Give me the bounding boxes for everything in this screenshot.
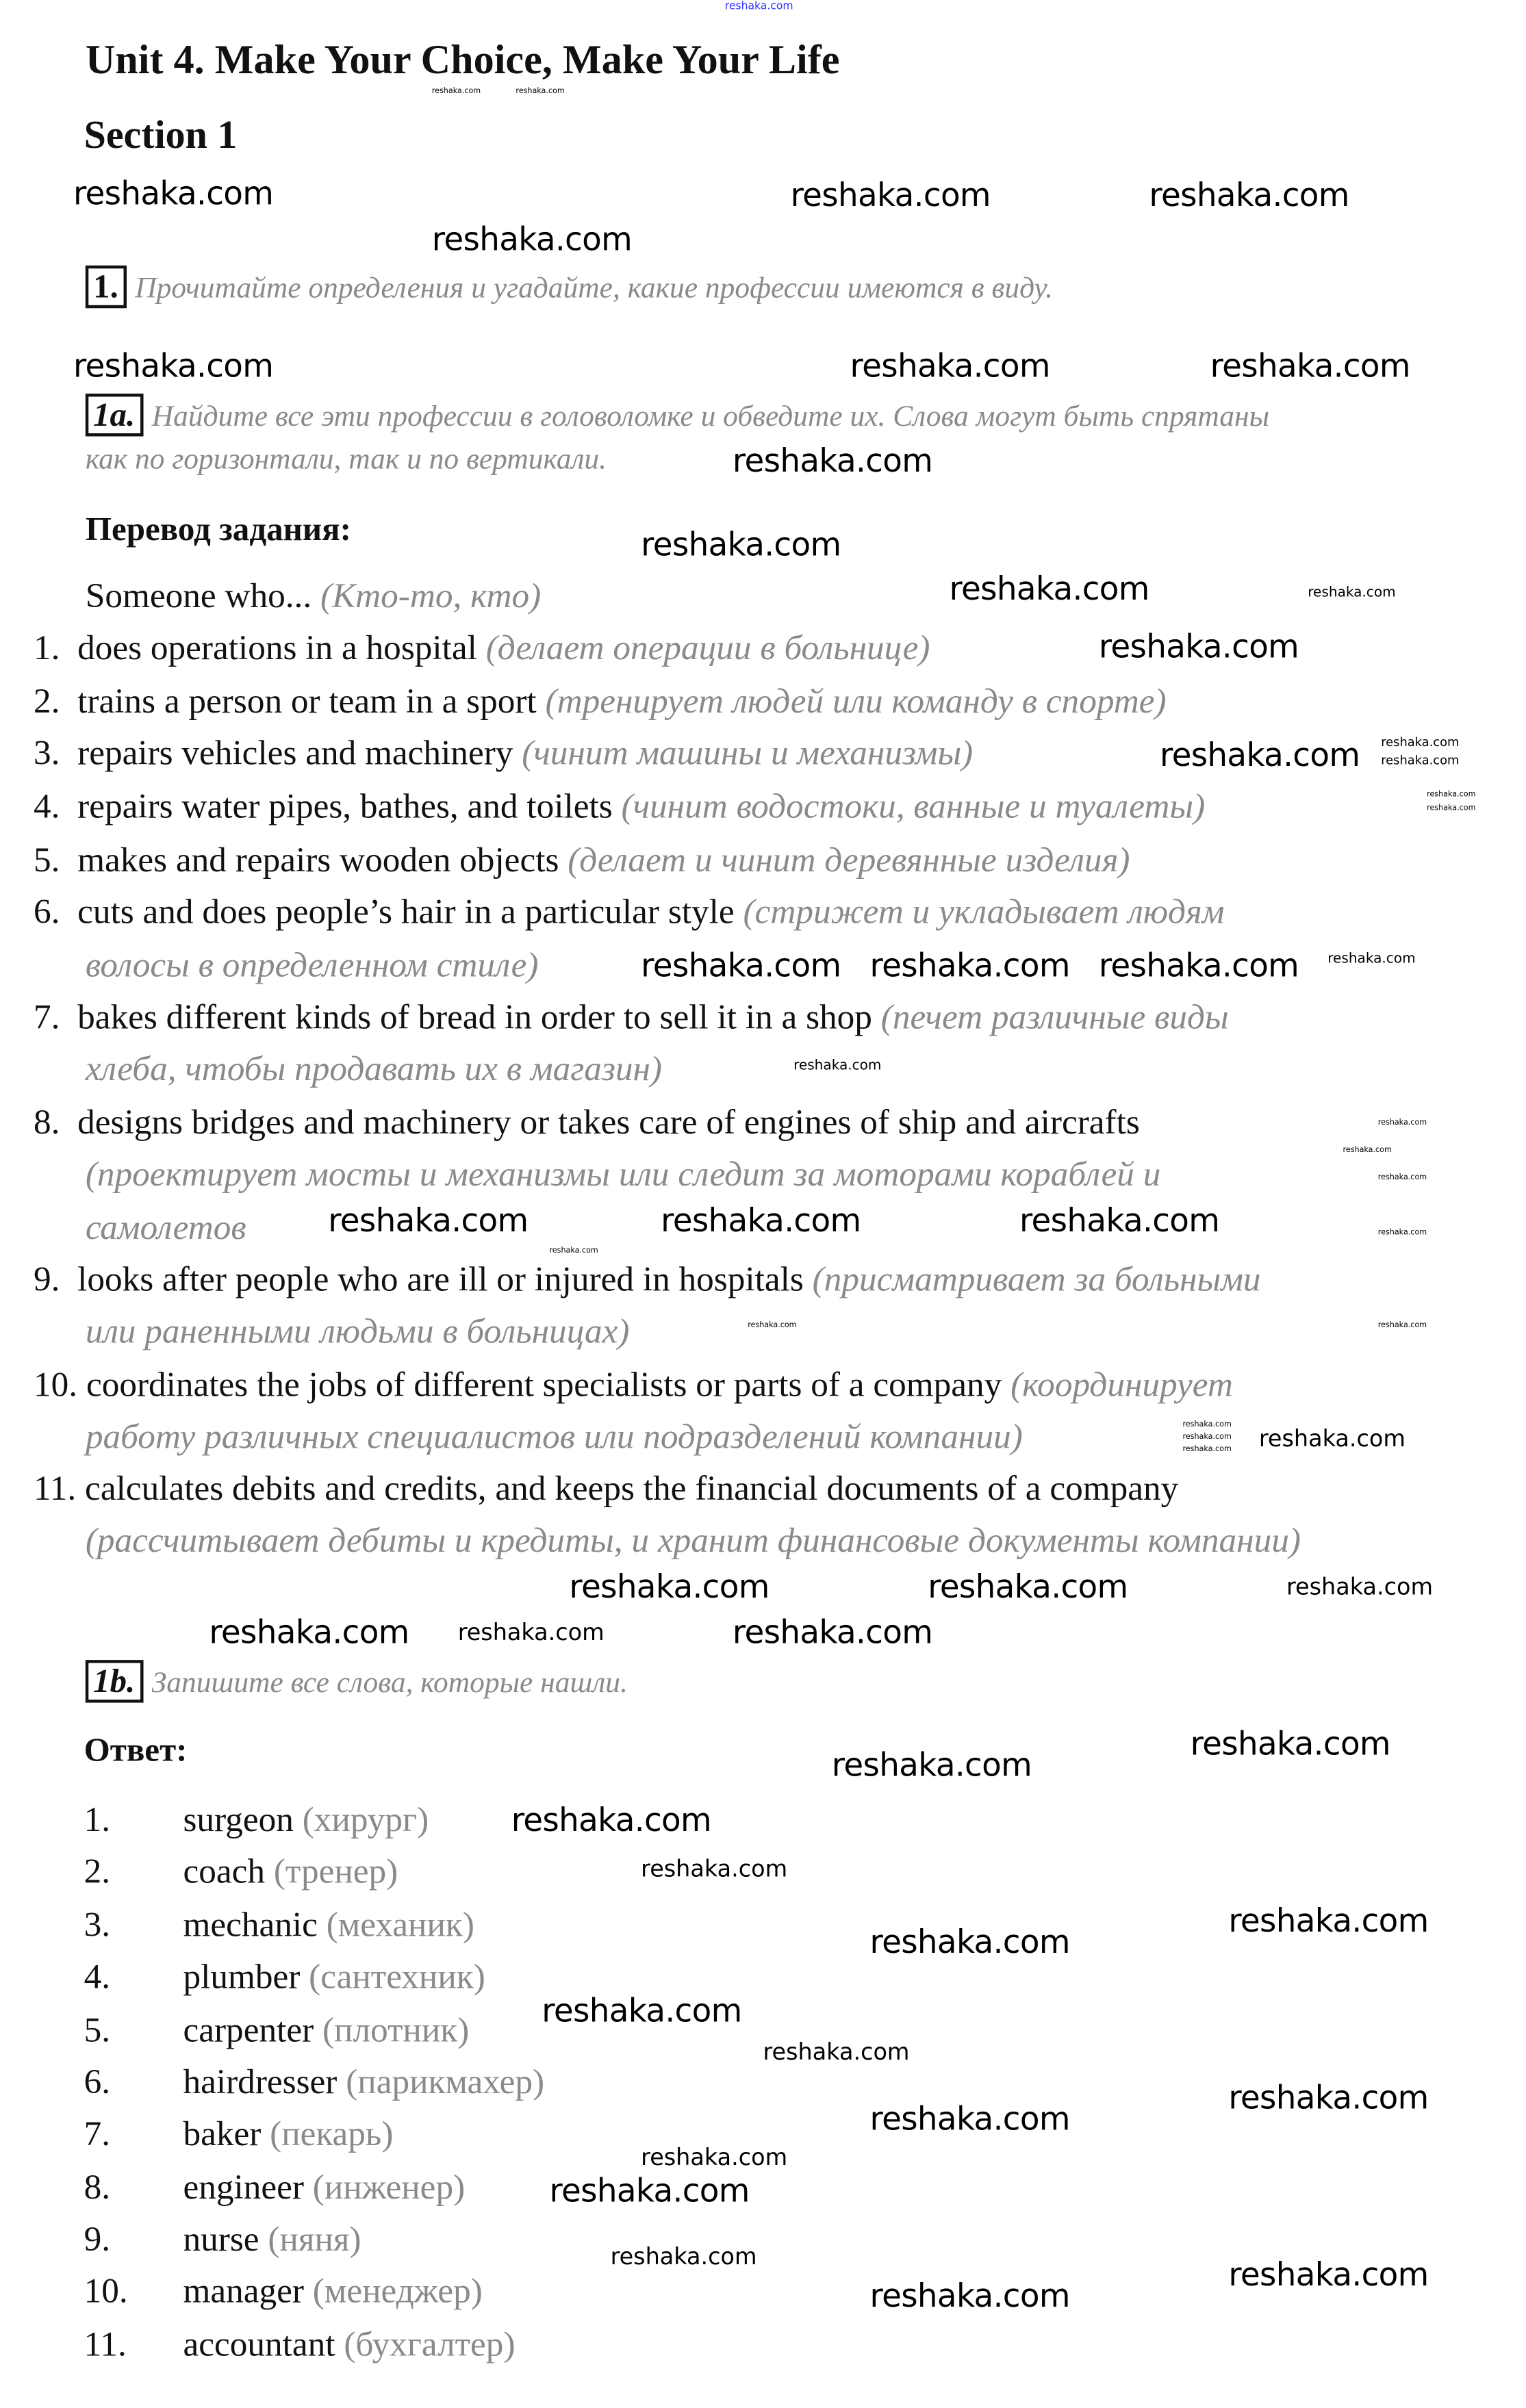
task-number-badge: 1. bbox=[86, 266, 126, 308]
definition-item: 6. cuts and does people’s hair in a particular style (стрижет и укладывает людям bbox=[34, 892, 1225, 931]
watermark: reshaka.com bbox=[1182, 1444, 1232, 1455]
answer-item: plumber (сантехник) bbox=[183, 1957, 485, 1996]
watermark: reshaka.com bbox=[516, 87, 565, 97]
definition-item: 8. designs bridges and machinery or takes care of engines of ship and aircrafts bbox=[34, 1103, 1140, 1142]
watermark: reshaka.com bbox=[209, 1614, 409, 1651]
answer-number: 9. bbox=[84, 2220, 111, 2258]
watermark[interactable]: reshaka.com bbox=[724, 0, 793, 12]
answer-item: nurse (няня) bbox=[183, 2220, 361, 2258]
watermark: reshaka.com bbox=[831, 1747, 1032, 1784]
watermark: reshaka.com bbox=[928, 1568, 1128, 1605]
definition-translation: волосы в определенном стиле) bbox=[85, 945, 539, 984]
definition-translation: (рассчитывает дебиты и кредиты, и хранит финансовые документы компании) bbox=[85, 1521, 1301, 1560]
answer-item: surgeon (хирург) bbox=[183, 1800, 429, 1839]
answer-number: 4. bbox=[84, 1957, 111, 1996]
watermark: reshaka.com bbox=[790, 177, 991, 214]
intro-line bbox=[86, 577, 541, 617]
definition-translation: самолетов bbox=[85, 1208, 246, 1247]
instruction-text: Прочитайте определения и угадайте, какие профессии имеются в виду. bbox=[135, 272, 1053, 305]
intro-ru: (Кто-то, кто) bbox=[320, 576, 542, 615]
task-1a-instruction bbox=[86, 394, 1269, 436]
watermark: reshaka.com bbox=[793, 1058, 882, 1075]
watermark: reshaka.com bbox=[869, 2277, 1070, 2315]
answer-number: 11. bbox=[84, 2324, 127, 2364]
definition-item: 7. bakes different kinds of bread in order to sell it in a shop (печет различные виды bbox=[34, 997, 1229, 1036]
watermark: reshaka.com bbox=[73, 175, 274, 212]
answer-number: 2. bbox=[84, 1852, 111, 1891]
watermark: reshaka.com bbox=[869, 947, 1070, 984]
answer-item: engineer (инженер) bbox=[183, 2168, 466, 2207]
definition-item: 4. repairs water pipes, bathes, and toilets (чинит водостоки, ванные и туалеты) bbox=[34, 787, 1206, 825]
watermark: reshaka.com bbox=[949, 570, 1149, 608]
watermark: reshaka.com bbox=[1228, 2079, 1429, 2116]
watermark: reshaka.com bbox=[1190, 1725, 1390, 1763]
watermark: reshaka.com bbox=[1381, 735, 1460, 750]
definition-item: 2. trains a person or team in a sport (тренирует людей или команду в спорте) bbox=[34, 682, 1167, 721]
definition-item: 5. makes and repairs wooden objects (делает и чинит деревянные изделия) bbox=[34, 841, 1130, 879]
watermark: reshaka.com bbox=[1149, 177, 1349, 214]
watermark: reshaka.com bbox=[661, 1202, 861, 1239]
watermark: reshaka.com bbox=[1210, 348, 1410, 385]
answer-item: coach (тренер) bbox=[183, 1852, 398, 1891]
watermark: reshaka.com bbox=[641, 2143, 788, 2171]
watermark: reshaka.com bbox=[1343, 1145, 1392, 1155]
watermark: reshaka.com bbox=[1377, 1321, 1427, 1331]
watermark: reshaka.com bbox=[732, 442, 933, 479]
instruction-text: Запишите все слова, которые нашли. bbox=[151, 1667, 628, 1700]
answer-item: mechanic (механик) bbox=[183, 1906, 474, 1944]
translation-heading: Перевод задания: bbox=[85, 509, 352, 548]
watermark: reshaka.com bbox=[850, 348, 1050, 385]
watermark: reshaka.com bbox=[1377, 1118, 1427, 1128]
watermark: reshaka.com bbox=[1228, 1902, 1429, 1940]
watermark: reshaka.com bbox=[431, 221, 633, 258]
watermark: reshaka.com bbox=[457, 1618, 605, 1647]
watermark: reshaka.com bbox=[569, 1568, 770, 1605]
watermark: reshaka.com bbox=[549, 2173, 750, 2210]
watermark: reshaka.com bbox=[748, 1321, 797, 1331]
definition-item: 10. coordinates the jobs of different specialists or parts of a company (координирует bbox=[34, 1365, 1233, 1404]
definition-item: 11. calculates debits and credits, and keeps the financial documents of a company bbox=[34, 1469, 1179, 1508]
watermark: reshaka.com bbox=[1377, 1228, 1427, 1238]
task-1-instruction bbox=[86, 266, 1053, 308]
watermark: reshaka.com bbox=[869, 2101, 1070, 2138]
instruction-text: Найдите все эти профессии в головоломке и обведите их. Слова могут быть спрятаны bbox=[151, 401, 1270, 434]
watermark: reshaka.com bbox=[1427, 790, 1476, 799]
answer-item: accountant (бухгалтер) bbox=[183, 2324, 516, 2364]
answer-item: carpenter (плотник) bbox=[183, 2010, 470, 2049]
definition-translation: хлеба, чтобы продавать их в магазин) bbox=[85, 1049, 663, 1088]
watermark: reshaka.com bbox=[1377, 1173, 1427, 1183]
watermark: reshaka.com bbox=[542, 1993, 742, 2029]
watermark: reshaka.com bbox=[1182, 1420, 1232, 1430]
watermark: reshaka.com bbox=[610, 2242, 757, 2270]
watermark: reshaka.com bbox=[1427, 804, 1476, 814]
answer-number: 7. bbox=[84, 2114, 111, 2153]
watermark: reshaka.com bbox=[328, 1202, 529, 1239]
answer-item: manager (менеджер) bbox=[183, 2271, 483, 2310]
watermark: reshaka.com bbox=[1327, 951, 1416, 968]
intro-en: Someone who... bbox=[85, 576, 312, 615]
watermark: reshaka.com bbox=[511, 1802, 711, 1839]
answer-item: baker (пекарь) bbox=[183, 2114, 394, 2153]
section-title: Section 1 bbox=[84, 112, 238, 157]
answer-item: hairdresser (парикмахер) bbox=[183, 2062, 545, 2101]
answer-number: 10. bbox=[84, 2271, 128, 2310]
answer-number: 6. bbox=[84, 2062, 111, 2101]
task-number-badge: 1b. bbox=[86, 1660, 143, 1702]
definition-item: 1. does operations in a hospital (делает операции в больнице) bbox=[34, 628, 930, 667]
page-title: Unit 4. Make Your Choice, Make Your Life bbox=[85, 36, 840, 83]
watermark: reshaka.com bbox=[1308, 585, 1396, 602]
watermark: reshaka.com bbox=[431, 87, 481, 97]
instruction-text: как по горизонтали, так и по вертикали. bbox=[85, 444, 607, 476]
watermark: reshaka.com bbox=[641, 526, 841, 563]
watermark: reshaka.com bbox=[763, 2038, 910, 2066]
task-number-badge: 1a. bbox=[86, 394, 143, 436]
definition-translation: или раненными людьми в больницах) bbox=[85, 1311, 630, 1350]
watermark: reshaka.com bbox=[1286, 1573, 1434, 1601]
answer-heading: Ответ: bbox=[84, 1730, 188, 1769]
watermark: reshaka.com bbox=[869, 1923, 1070, 1961]
watermark: reshaka.com bbox=[1019, 1202, 1220, 1239]
definition-item: 9. looks after people who are ill or injured in hospitals (присматривает за больными bbox=[34, 1260, 1261, 1298]
watermark: reshaka.com bbox=[1160, 737, 1360, 774]
definition-translation: (проектирует мосты и механизмы или следит за моторами кораблей и bbox=[85, 1155, 1161, 1194]
watermark: reshaka.com bbox=[1228, 2256, 1429, 2294]
watermark: reshaka.com bbox=[549, 1246, 598, 1256]
watermark: reshaka.com bbox=[1098, 947, 1299, 984]
watermark: reshaka.com bbox=[1098, 628, 1299, 665]
watermark: reshaka.com bbox=[641, 1855, 788, 1883]
definition-translation: работу различных специалистов или подразделений компании) bbox=[85, 1417, 1023, 1456]
answer-number: 1. bbox=[84, 1800, 111, 1839]
definition-item: 3. repairs vehicles and machinery (чинит машины и механизмы) bbox=[34, 734, 974, 772]
watermark: reshaka.com bbox=[641, 947, 841, 984]
watermark: reshaka.com bbox=[1258, 1424, 1406, 1453]
answer-number: 8. bbox=[84, 2168, 111, 2207]
watermark: reshaka.com bbox=[73, 348, 274, 385]
task-1b-instruction bbox=[86, 1660, 628, 1702]
watermark: reshaka.com bbox=[1182, 1433, 1232, 1442]
answer-number: 5. bbox=[84, 2010, 111, 2049]
watermark: reshaka.com bbox=[732, 1614, 933, 1651]
answer-number: 3. bbox=[84, 1906, 111, 1944]
watermark: reshaka.com bbox=[1381, 754, 1460, 768]
